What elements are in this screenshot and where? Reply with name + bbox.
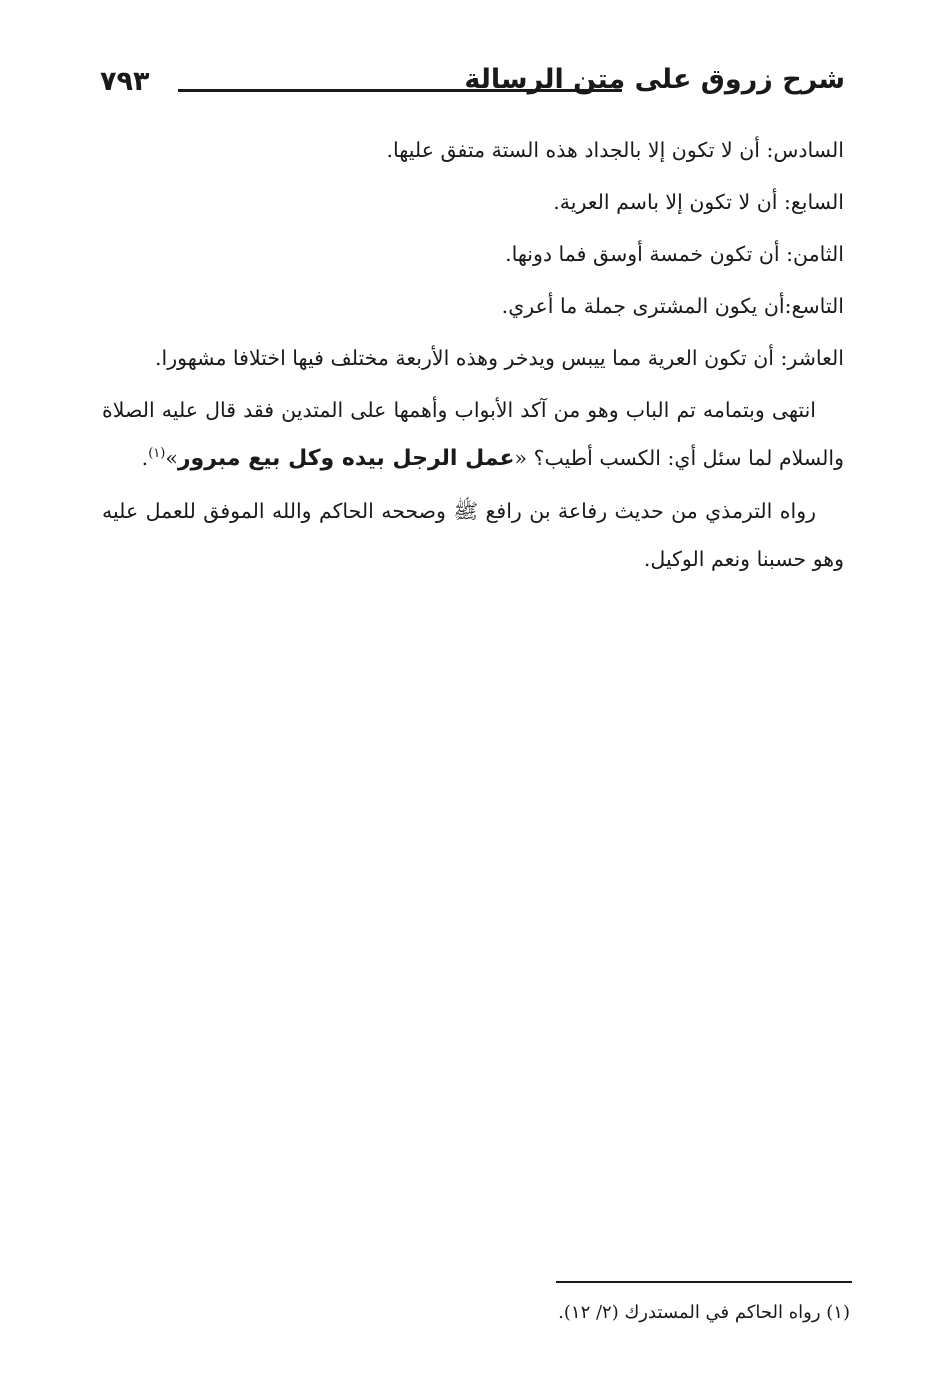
condition-sixth: السادس: أن لا تكون إلا بالجداد هذه الستة متفق عليها. [386,138,844,162]
closing-intro: انتهى وبتمامه تم الباب وهو من آكد الأبواب وأهمها على المتدين فقد قال عليه الصلاة والسلام لما سئل أي: الكسب أطيب؟ « [102,398,844,470]
condition-eighth: الثامن: أن تكون خمسة أوسق فما دونها. [505,242,844,266]
narration-paragraph: رواه الترمذي من حديث رفاعة بن رافع ﷺ وصححه الحاكم والله الموفق للعمل عليه وهو حسبنا ونعم الوكيل. [102,499,844,571]
main-text [102,126,844,587]
condition-ninth: التاسع:أن يكون المشترى جملة ما أعري. [501,294,844,318]
page-number: ٧٩٣ [100,66,150,97]
hadith-quote: عمل الرجل بيده وكل بيع مبرور [177,446,515,471]
condition-tenth: العاشر: أن تكون العرية مما ييبس ويدخر وهذه الأربعة مختلف فيها اختلافا مشهورا. [155,346,844,370]
page-header [100,62,845,112]
running-title: شرح زروق على متن الرسالة [464,64,845,95]
footnote-marker: (١) [148,446,166,462]
footnote-1: (١) رواه الحاكم في المستدرك (٢/ ١٢). [558,1302,850,1323]
closing-paragraph [102,386,844,483]
footnote-rule [556,1281,852,1283]
condition-seventh: السابع: أن لا تكون إلا باسم العرية. [553,190,844,214]
closing-end: . [141,446,149,470]
closing-quote-mark: » [165,446,178,470]
